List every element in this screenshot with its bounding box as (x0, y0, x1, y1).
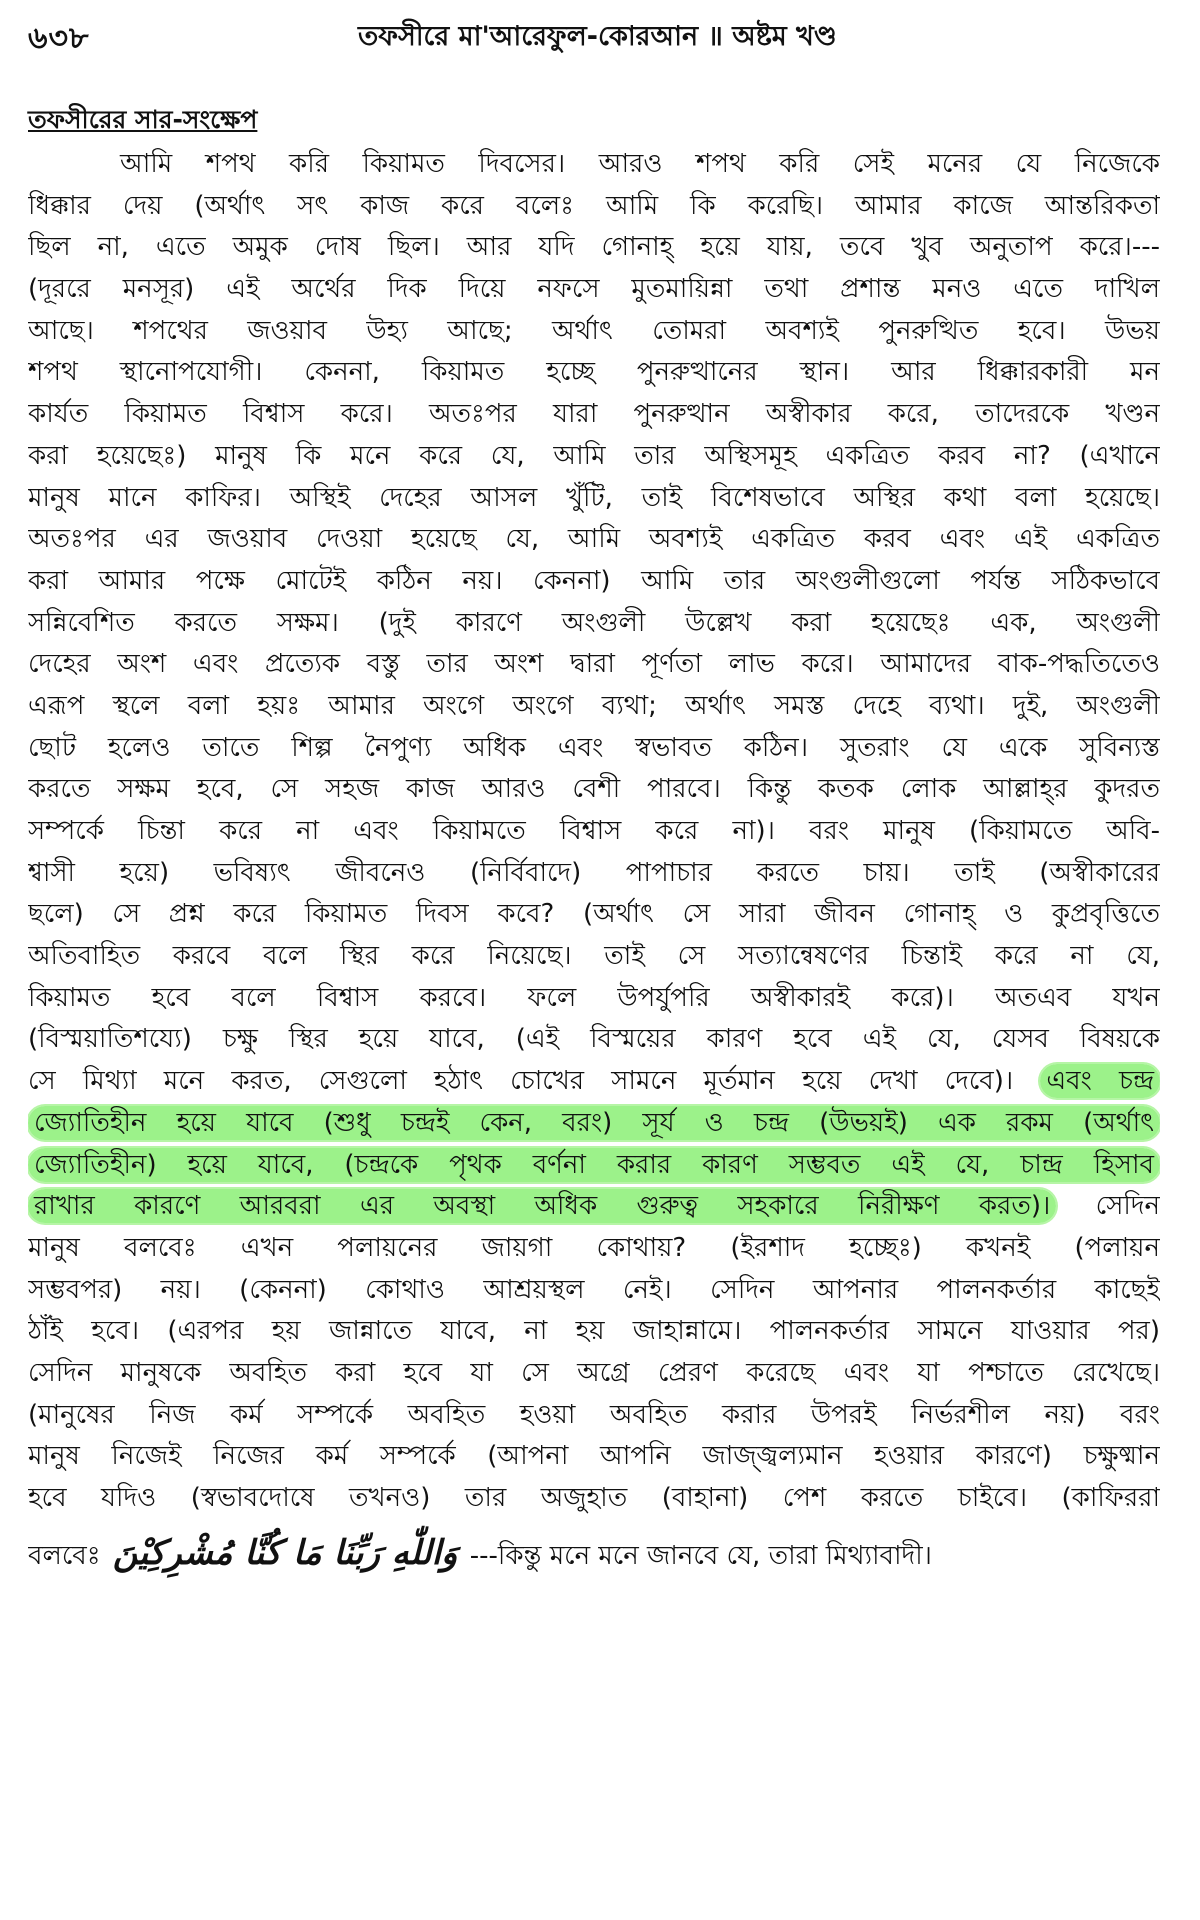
text-line-highlighted (28, 1145, 1160, 1187)
page-number: ৬৩৮ (28, 21, 90, 56)
section-title: তফসীরের সার-সংক্ষেপ (28, 105, 258, 134)
text-line: শপথ স্থানোপযোগী। কেননা, কিয়ামত হচ্ছে পুনরুত্থানের স্থান। আর ধিক্কারকারী মন (28, 357, 1160, 388)
text-line (28, 1524, 1160, 1582)
text-line: আছে। শপথের জওয়াব উহ্য আছে; অর্থাৎ তোমরা অবশ্যই পুনরুত্থিত হবে। উভয় (28, 315, 1160, 346)
running-title: তফসীরে মা'আরেফুল-কোরআন ॥ অষ্টম খণ্ড (358, 21, 837, 52)
text-line (28, 1186, 1160, 1228)
text-line: এরূপ স্থলে বলা হয়ঃ আমার অংগে অংগে ব্যথা; অর্থাৎ সমস্ত দেহে ব্যথা। দুই, অংগুলী (28, 690, 1160, 721)
text-line: (বিস্ময়াতিশয্যে) চক্ষু স্থির হয়ে যাবে, (এই বিস্ময়ের কারণ হবে এই যে, যেসব বিষয়কে (28, 1024, 1160, 1055)
text-line: ছলে) সে প্রশ্ন করে কিয়ামত দিবস কবে? (অর্থাৎ সে সারা জীবন গোনাহ্ ও কুপ্রবৃত্তিতে (28, 899, 1160, 930)
text-line: অতঃপর এর জওয়াব দেওয়া হয়েছে যে, আমি অবশ্যই একত্রিত করব এবং এই একত্রিত (28, 524, 1160, 555)
text-line: দেহের অংশ এবং প্রত্যেক বস্তু তার অংশ দ্বারা পূর্ণতা লাভ করে। আমাদের বাক-পদ্ধতিতেও (28, 649, 1160, 680)
text-line: করতে সক্ষম হবে, সে সহজ কাজ আরও বেশী পারবে। কিন্তু কতক লোক আল্লাহ্‌র কুদরত (28, 774, 1160, 805)
text-line: কিয়ামত হবে বলে বিশ্বাস করবে। ফলে উপর্যুপরি অস্বীকারই করে)। অতএব যখন (28, 982, 1160, 1013)
highlighted-text[interactable]: জ্যোতিহীন) হয়ে যাবে, (চন্দ্রকে পৃথক বর্ণনা করার কারণ সম্ভবত এই যে, চান্দ্র হিসাব (28, 1148, 1160, 1182)
text-line: অতিবাহিত করবে বলে স্থির করে নিয়েছে। তাই সে সত্যান্বেষণের চিন্তাই করে না যে, (28, 941, 1160, 972)
text-line: (মানুষের নিজ কর্ম সম্পর্কে অবহিত হওয়া অবহিত করার উপরই নির্ভরশীল নয়) বরং (28, 1399, 1160, 1430)
text-segment: সে মিথ্যা মনে করত, সেগুলো হঠাৎ চোখের সামনে মূর্তমান হয়ে দেখা দেবে)। (28, 1066, 1014, 1097)
text-line: সন্নিবেশিত করতে সক্ষম। (দুই কারণে অংগুলী উল্লেখ করা হয়েছেঃ এক, অংগুলী (28, 607, 1160, 638)
text-line: ঠাঁই হবে। (এরপর হয় জান্নাতে যাবে, না হয় জাহান্নামে। পালনকর্তার সামনে যাওয়ার পর) (28, 1316, 1160, 1347)
text-segment: বলবেঃ (28, 1540, 101, 1571)
text-line: মানুষ বলবেঃ এখন পলায়নের জায়গা কোথায়? (ইরশাদ হচ্ছেঃ) কখনই (পলায়ন (28, 1232, 1160, 1263)
text-line: (দূররে মনসূর) এই অর্থের দিক দিয়ে নফসে মুতমায়িন্না তথা প্রশান্ত মনও এতে দাখিল (28, 274, 1160, 305)
text-segment: সেদিন (1095, 1191, 1160, 1222)
text-line: সেদিন মানুষকে অবহিত করা হবে যা সে অগ্রে প্রেরণ করেছে এবং যা পশ্চাতে রেখেছে। (28, 1357, 1160, 1388)
text-line: সম্ভবপর) নয়। (কেননা) কোথাও আশ্রয়স্থল নেই। সেদিন আপনার পালনকর্তার কাছেই (28, 1274, 1160, 1305)
body-text (28, 144, 1160, 1582)
text-line: কার্যত কিয়ামত বিশ্বাস করে। অতঃপর যারা পুনরুত্থান অস্বীকার করে, তাদেরকে খণ্ডন (28, 399, 1160, 430)
arabic-quote: وَاللّٰهِ رَبِّنَا مَا كُنَّا مُشْرِكِيْنَ (112, 1532, 458, 1573)
running-head (28, 14, 1178, 60)
text-line: শ্বাসী হয়ে) ভবিষ্যৎ জীবনেও (নির্বিবাদে) পাপাচার করতে চায়। তাই (অস্বীকারের (28, 857, 1160, 888)
text-line: ছোট হলেও তাতে শিল্প নৈপুণ্য অধিক এবং স্বভাবত কঠিন। সুতরাং যে একে সুবিন্যস্ত (28, 732, 1160, 763)
text-line: ধিক্কার দেয় (অর্থাৎ সৎ কাজ করে বলেঃ আমি কি করেছি। আমার কাজে আন্তরিকতা (28, 190, 1160, 221)
text-line: ছিল না, এতে অমুক দোষ ছিল। আর যদি গোনাহ্ হয়ে যায়, তবে খুব অনুতাপ করে।--- (28, 232, 1160, 263)
text-line (28, 1061, 1160, 1103)
text-line: সম্পর্কে চিন্তা করে না এবং কিয়ামতে বিশ্বাস করে না)। বরং মানুষ (কিয়ামতে অবি- (28, 816, 1160, 846)
text-line: করা হয়েছেঃ) মানুষ কি মনে করে যে, আমি তার অস্থিসমূহ একত্রিত করব না? (এখানে (28, 440, 1160, 471)
text-segment: ---কিন্তু মনে মনে জানবে যে, তারা মিথ্যাবাদী। (469, 1540, 932, 1571)
text-line: করা আমার পক্ষে মোটেই কঠিন নয়। কেননা) আমি তার অংগুলীগুলো পর্যন্ত সঠিকভাবে (28, 565, 1160, 596)
highlighted-text[interactable]: জ্যোতিহীন হয়ে যাবে (শুধু চন্দ্রই কেন, বরং) সূর্য ও চন্দ্র (উভয়ই) এক রকম (অর্থাৎ (28, 1106, 1160, 1140)
text-line: মানুষ নিজেই নিজের কর্ম সম্পর্কে (আপনা আপনি জাজ্জ্বল্যমান হওয়ার কারণে) চক্ষুষ্মান (28, 1441, 1160, 1472)
highlighted-text[interactable]: রাখার কারণে আরবরা এর অবস্থা অধিক গুরুত্ব সহকারে নিরীক্ষণ করত)। (28, 1189, 1056, 1223)
text-line: হবে যদিও (স্বভাবদোষে তখনও) তার অজুহাত (বাহানা) পেশ করতে চাইবে। (কাফিররা (28, 1483, 1160, 1513)
text-line: মানুষ মানে কাফির। অস্থিই দেহের আসল খুঁটি, তাই বিশেষভাবে অস্থির কথা বলা হয়েছে। (28, 482, 1160, 513)
text-line: আমি শপথ করি কিয়ামত দিবসের। আরও শপথ করি সেই মনের যে নিজেকে (120, 149, 1160, 179)
text-line-highlighted (28, 1103, 1160, 1145)
highlighted-text[interactable]: এবং চন্দ্র (1040, 1064, 1160, 1098)
